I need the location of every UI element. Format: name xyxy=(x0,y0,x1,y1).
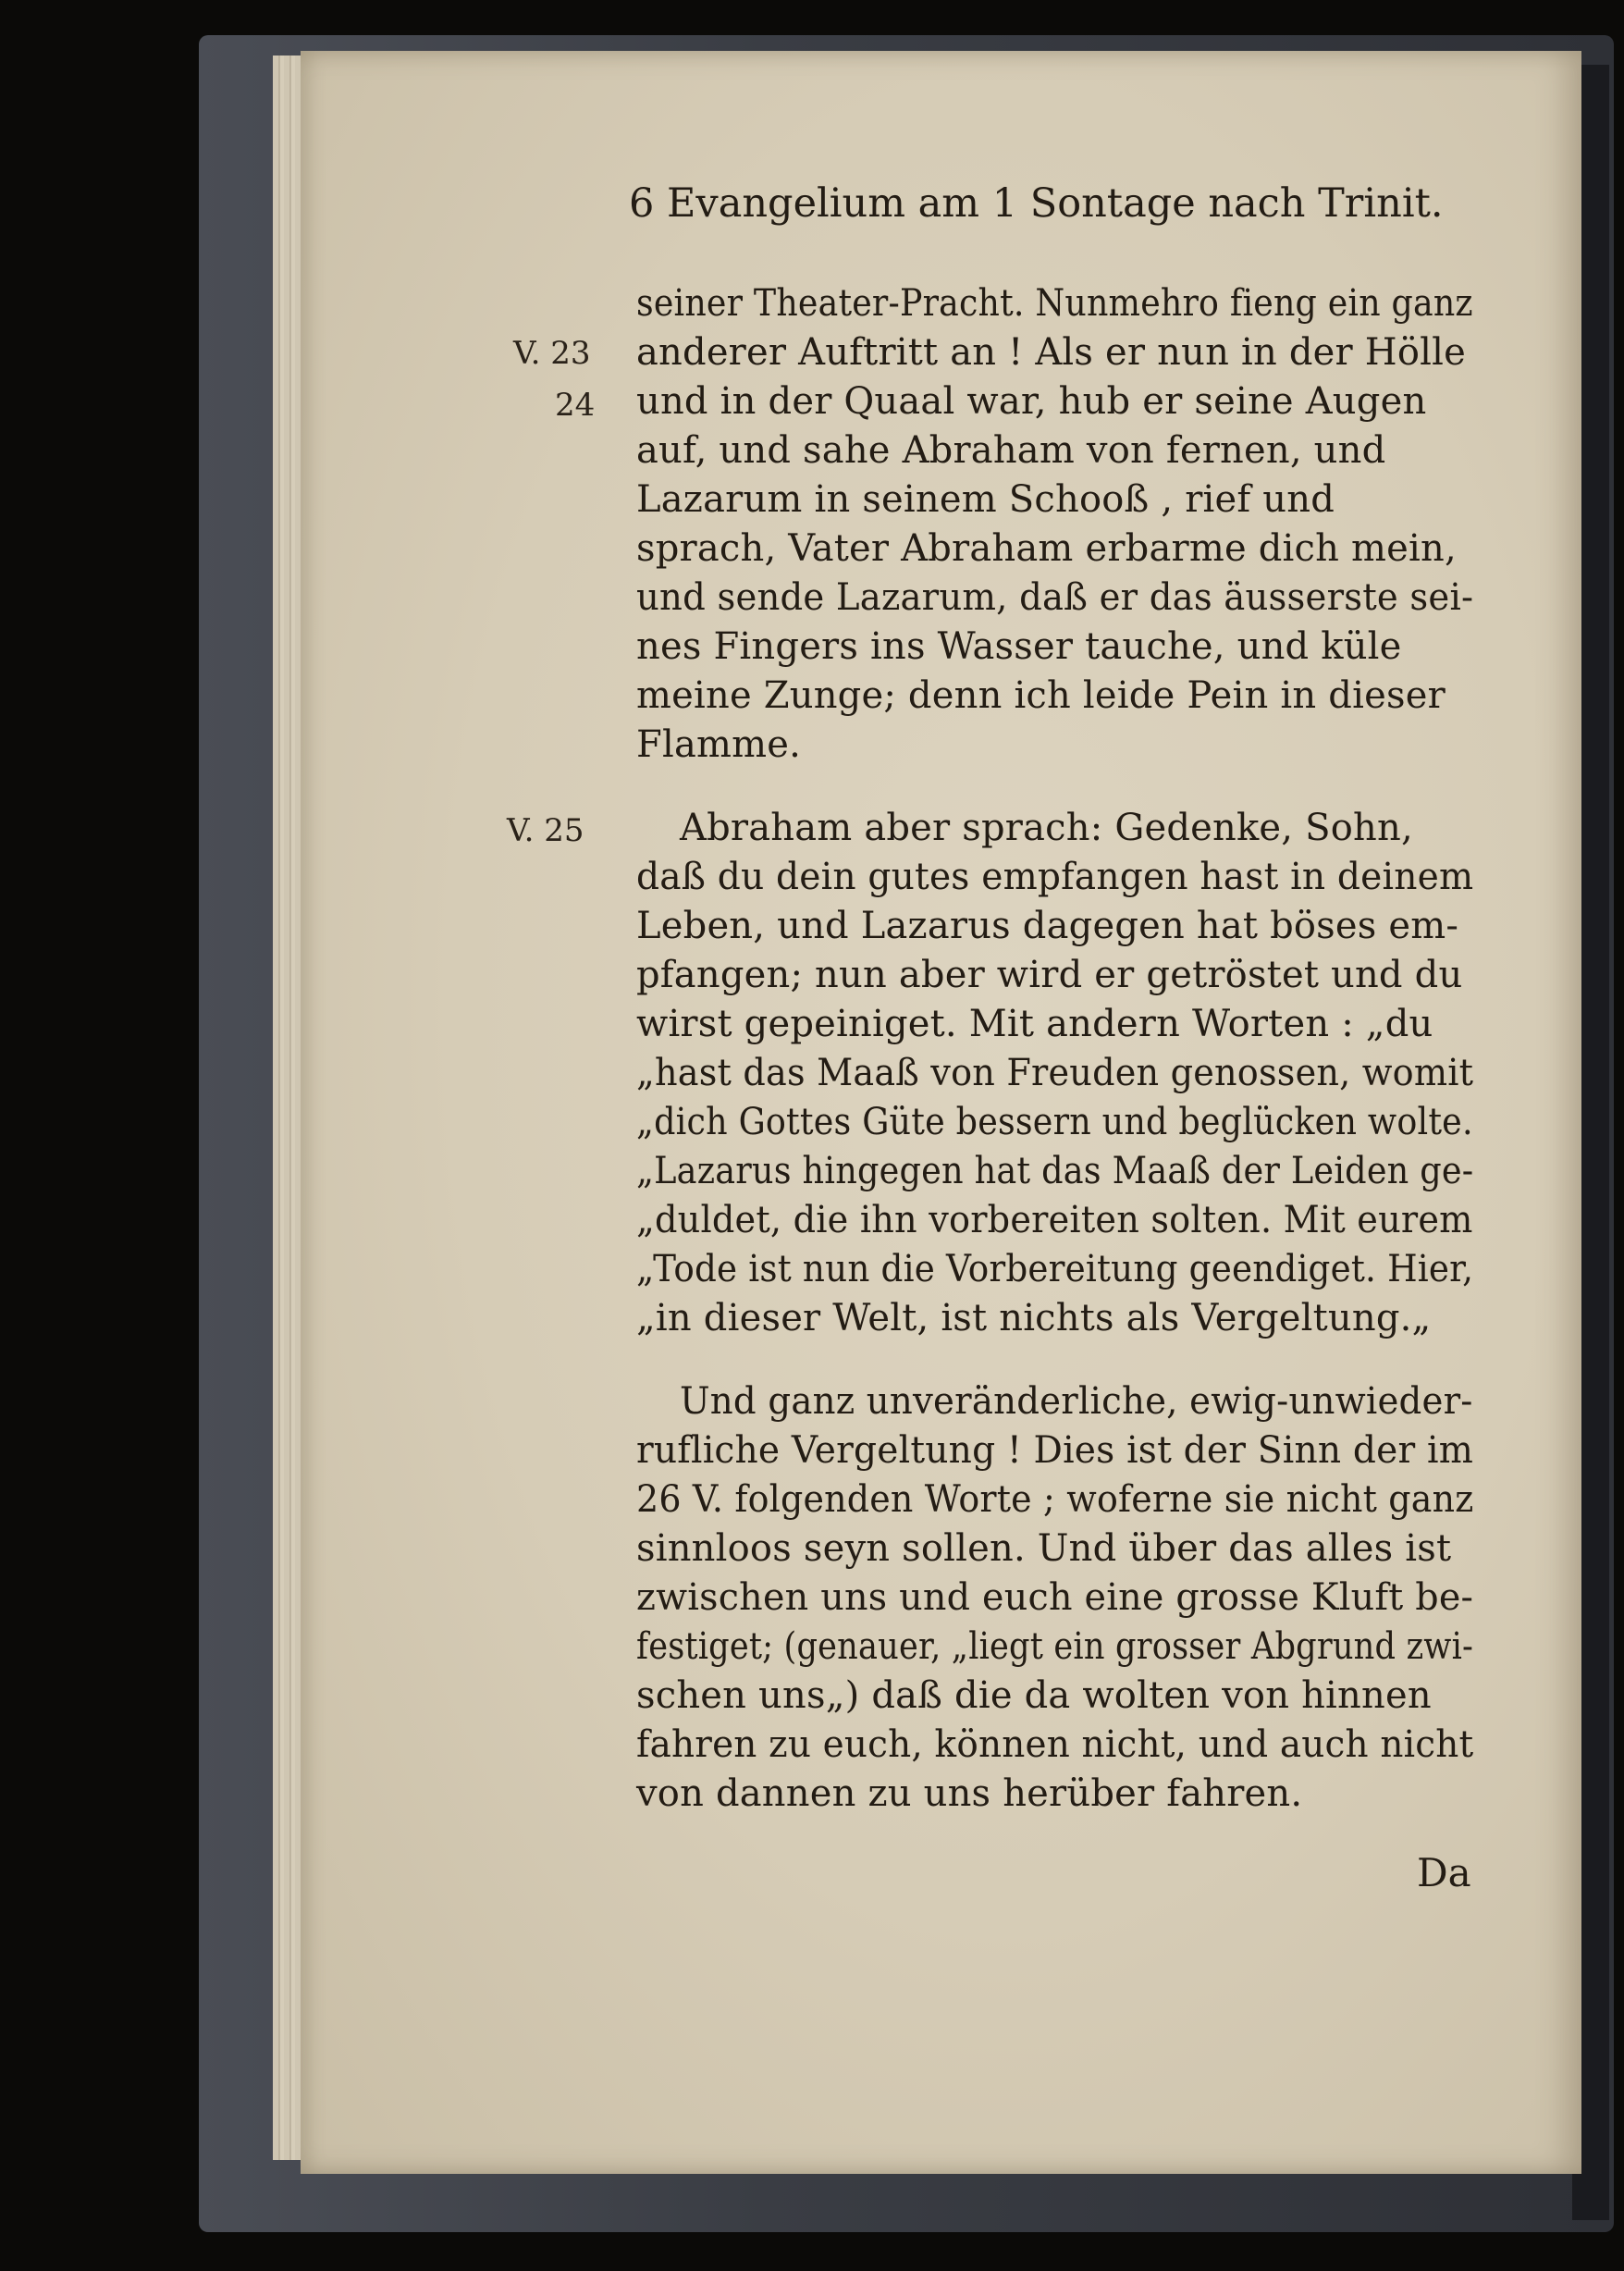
text-line: Flamme. xyxy=(636,723,802,766)
text-line: pfangen; nun aber wird er getröstet und du xyxy=(636,954,1463,996)
text-line: „dich Gottes Güte bessern und beglücken wolte. xyxy=(636,1101,1473,1143)
text-line: sinnloos seyn sollen. Und über das alles ist xyxy=(636,1527,1452,1570)
text-line: „duldet, die ihn vorbereiten solten. Mit eurem xyxy=(636,1199,1473,1241)
text-line: fahren zu euch, können nicht, und auch nicht xyxy=(636,1723,1474,1766)
text-line: Und ganz unveränderliche, ewig-unwieder- xyxy=(680,1380,1473,1423)
text-line: Abraham aber sprach: Gedenke, Sohn, xyxy=(680,807,1413,849)
margin-verse-23: V. 23 xyxy=(513,335,591,372)
text-line: schen uns„) daß die da wolten von hinnen xyxy=(636,1674,1432,1717)
text-line: Lazarum in seinem Schooß , rief und xyxy=(636,478,1335,521)
margin-verse-25: V. 25 xyxy=(507,812,584,849)
margin-verse-24: 24 xyxy=(555,387,596,424)
text-line: rufliche Vergeltung ! Dies ist der Sinn der im xyxy=(636,1429,1474,1472)
text-line: sprach, Vater Abraham erbarme dich mein, xyxy=(636,527,1457,570)
text-line: 26 V. folgenden Worte ; woferne sie nicht ganz xyxy=(636,1478,1474,1521)
text-line: „in dieser Welt, ist nichts als Vergeltung.„ xyxy=(636,1297,1432,1339)
text-line: auf, und sahe Abraham von fernen, und xyxy=(636,429,1386,472)
running-header: 6 Evangelium am 1 Sontage nach Trinit. xyxy=(629,180,1444,227)
text-line: meine Zunge; denn ich leide Pein in dieser xyxy=(636,674,1446,717)
text-line: zwischen uns und euch eine grosse Kluft be- xyxy=(636,1576,1474,1619)
text-line: „Lazarus hingegen hat das Maaß der Leiden ge- xyxy=(636,1150,1474,1192)
text-line: und in der Quaal war, hub er seine Augen xyxy=(636,380,1427,423)
text-line: „hast das Maaß von Freuden genossen, womit xyxy=(636,1052,1474,1094)
text-line: von dannen zu uns herüber fahren. xyxy=(636,1772,1303,1815)
text-line: nes Fingers ins Wasser tauche, und küle xyxy=(636,625,1402,668)
text-line: „Tode ist nun die Vorbereitung geendiget. Hier, xyxy=(636,1248,1474,1290)
text-line: wirst gepeiniget. Mit andern Worten : „du xyxy=(636,1003,1433,1045)
text-line: daß du dein gutes empfangen hast in deinem xyxy=(636,856,1474,898)
text-line: seiner Theater-Pracht. Nunmehro fieng ein ganz xyxy=(636,282,1473,325)
text-line: festiget; (genauer, „liegt ein grosser Abgrund zwi- xyxy=(636,1625,1474,1668)
text-line: und sende Lazarum, daß er das äusserste sei- xyxy=(636,576,1474,619)
text-line: Leben, und Lazarus dagegen hat böses em- xyxy=(636,905,1459,947)
text-line: anderer Auftritt an ! Als er nun in der Hölle xyxy=(636,331,1466,374)
catchword: Da xyxy=(1417,1850,1471,1895)
